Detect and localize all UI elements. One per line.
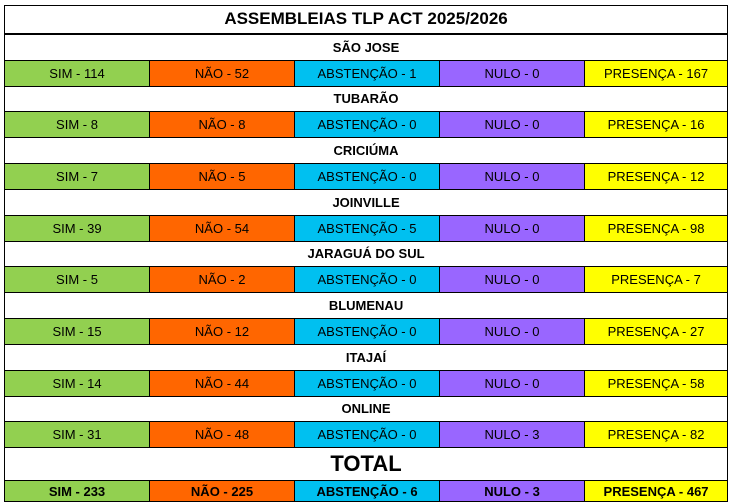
location-row [5,189,728,215]
sim-cell: SIM - 5 [5,267,150,293]
abstencao-cell: ABSTENÇÃO - 0 [295,112,440,138]
total-vote-row [5,481,728,502]
nulo-cell: NULO - 0 [440,112,585,138]
location-name: JOINVILLE [5,189,728,215]
presenca-cell: PRESENÇA - 16 [585,112,728,138]
nulo-cell: NULO - 0 [440,215,585,241]
abstencao-cell: ABSTENÇÃO - 5 [295,215,440,241]
abstencao-cell: ABSTENÇÃO - 0 [295,422,440,448]
location-name: JARAGUÁ DO SUL [5,241,728,267]
location-name: SÃO JOSE [5,34,728,60]
abstencao-cell: ABSTENÇÃO - 0 [295,267,440,293]
location-name: TUBARÃO [5,86,728,112]
sim-cell: SIM - 8 [5,112,150,138]
presenca-cell: PRESENÇA - 58 [585,370,728,396]
sim-cell: SIM - 233 [5,481,150,502]
abstencao-cell: ABSTENÇÃO - 6 [295,481,440,502]
abstencao-cell: ABSTENÇÃO - 1 [295,60,440,86]
nulo-cell: NULO - 0 [440,60,585,86]
nao-cell: NÃO - 48 [150,422,295,448]
presenca-cell: PRESENÇA - 12 [585,164,728,190]
vote-row [5,164,728,190]
location-name: BLUMENAU [5,293,728,319]
abstencao-cell: ABSTENÇÃO - 0 [295,319,440,345]
sim-cell: SIM - 14 [5,370,150,396]
presenca-cell: PRESENÇA - 82 [585,422,728,448]
total-heading: TOTAL [5,448,728,481]
sim-cell: SIM - 114 [5,60,150,86]
nulo-cell: NULO - 3 [440,422,585,448]
sim-cell: SIM - 39 [5,215,150,241]
location-row [5,293,728,319]
sim-cell: SIM - 15 [5,319,150,345]
location-row [5,396,728,422]
nao-cell: NÃO - 5 [150,164,295,190]
nulo-cell: NULO - 3 [440,481,585,502]
nulo-cell: NULO - 0 [440,319,585,345]
location-row [5,86,728,112]
nao-cell: NÃO - 52 [150,60,295,86]
vote-row [5,319,728,345]
location-row [5,34,728,60]
location-name: ITAJAÍ [5,344,728,370]
results-table-body [5,6,728,502]
nulo-cell: NULO - 0 [440,164,585,190]
sim-cell: SIM - 31 [5,422,150,448]
vote-row [5,370,728,396]
nao-cell: NÃO - 8 [150,112,295,138]
vote-row [5,267,728,293]
nao-cell: NÃO - 12 [150,319,295,345]
presenca-cell: PRESENÇA - 7 [585,267,728,293]
nao-cell: NÃO - 54 [150,215,295,241]
location-name: CRICIÚMA [5,138,728,164]
location-row [5,241,728,267]
nao-cell: NÃO - 44 [150,370,295,396]
presenca-cell: PRESENÇA - 98 [585,215,728,241]
vote-row [5,112,728,138]
nulo-cell: NULO - 0 [440,267,585,293]
vote-row [5,215,728,241]
title-row [5,6,728,34]
nulo-cell: NULO - 0 [440,370,585,396]
nao-cell: NÃO - 2 [150,267,295,293]
location-name: ONLINE [5,396,728,422]
presenca-cell: PRESENÇA - 467 [585,481,728,502]
sheet-title: ASSEMBLEIAS TLP ACT 2025/2026 [5,6,728,34]
location-row [5,344,728,370]
location-row [5,138,728,164]
nao-cell: NÃO - 225 [150,481,295,502]
abstencao-cell: ABSTENÇÃO - 0 [295,370,440,396]
vote-row [5,60,728,86]
sim-cell: SIM - 7 [5,164,150,190]
total-title-row [5,448,728,481]
vote-row [5,422,728,448]
results-table [4,5,728,502]
presenca-cell: PRESENÇA - 27 [585,319,728,345]
presenca-cell: PRESENÇA - 167 [585,60,728,86]
abstencao-cell: ABSTENÇÃO - 0 [295,164,440,190]
